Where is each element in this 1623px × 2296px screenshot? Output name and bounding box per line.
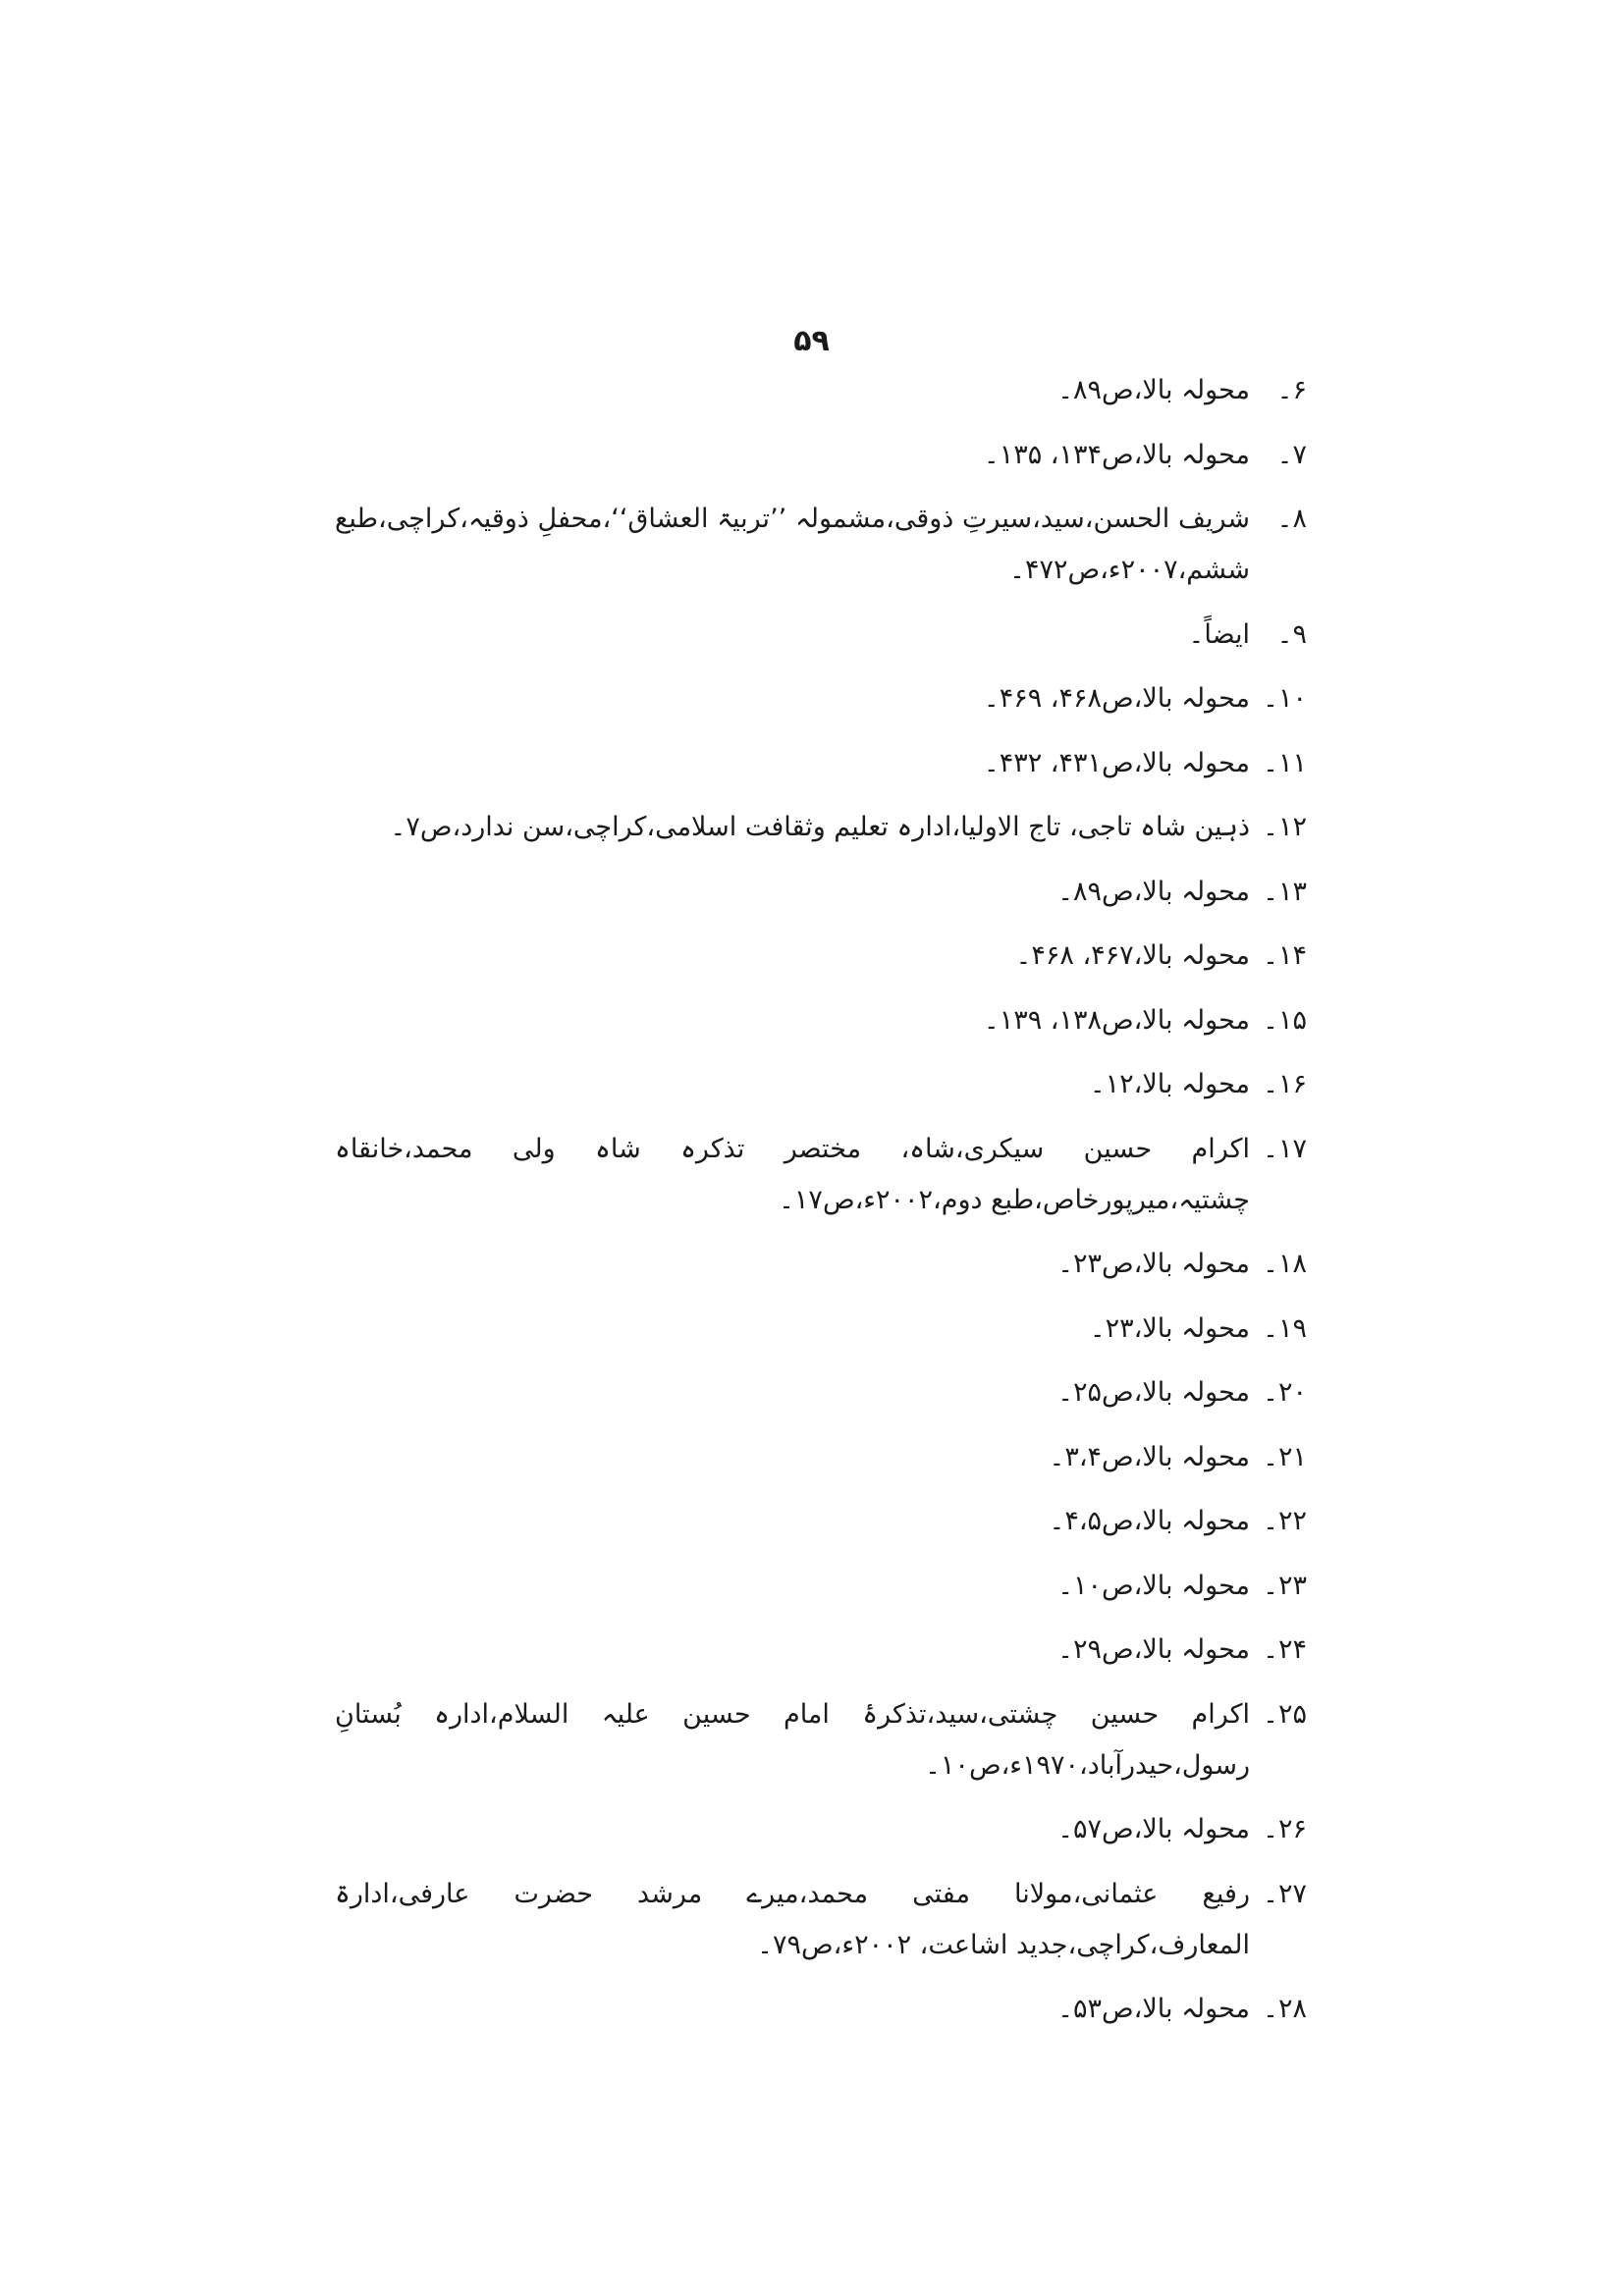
footnote-text: محولہ بالا،ص۸۹۔ — [1057, 375, 1250, 405]
footnote — [335, 1496, 1307, 1547]
footnote — [335, 931, 1307, 982]
footnote-number: ۸۔ — [1276, 504, 1307, 534]
footnote-number: ۲۴۔ — [1263, 1634, 1307, 1665]
footnotes-list — [335, 365, 1307, 2049]
footnote-text: رفیع عثمانی،مولانا مفتی محمد،میرے مرشد حضرت عارفی،ادارۃ المعارف،کراچی،جدید اشاعت، ۲۰۰۲ء،ص۷۹۔ — [335, 1878, 1250, 1960]
footnote — [335, 1304, 1307, 1355]
footnote — [335, 1124, 1307, 1226]
footnote-number: ۱۵۔ — [1263, 1004, 1307, 1036]
footnote — [335, 673, 1307, 724]
footnote-number: ۱۶۔ — [1263, 1069, 1307, 1099]
footnote-number: ۲۷۔ — [1263, 1878, 1307, 1909]
footnote — [335, 1869, 1307, 1971]
footnote — [335, 494, 1307, 596]
footnote-text: محولہ بالا،ص۲۳۔ — [1057, 1249, 1250, 1279]
footnote-text: محولہ بالا،ص۳،۴۔ — [1049, 1441, 1250, 1472]
footnote-number: ۱۰۔ — [1263, 683, 1307, 714]
footnote-number: ۲۰۔ — [1263, 1377, 1307, 1408]
footnote — [335, 430, 1307, 481]
footnote-text: اکرام حسین چشتی،سید،تذکرۂ امام حسین علیہ السلام،ادارہ بُستانِ رسول،حیدرآباد،۱۹۷۰ء،ص۱۰۔ — [335, 1698, 1250, 1781]
footnote-text: محولہ بالا،ص۵۳۔ — [1057, 1994, 1250, 2024]
footnote-text: محولہ بالا،ص۱۳۴، ۱۳۵۔ — [983, 439, 1250, 470]
footnote — [335, 738, 1307, 789]
footnote-text: محولہ بالا،ص۴۶۸، ۴۶۹۔ — [983, 683, 1250, 714]
footnote-number: ۱۷۔ — [1263, 1133, 1307, 1164]
footnote — [335, 1804, 1307, 1855]
footnote — [335, 1239, 1307, 1290]
footnote-text: محولہ بالا،ص۴،۵۔ — [1049, 1506, 1250, 1536]
footnote — [335, 365, 1307, 416]
footnote-number: ۱۲۔ — [1263, 812, 1307, 842]
footnote-text: محولہ بالا،ص۱۰۔ — [1057, 1570, 1250, 1601]
footnote-number: ۱۱۔ — [1263, 747, 1307, 778]
footnote — [335, 610, 1307, 661]
footnote — [335, 1059, 1307, 1110]
footnote-text: شریف الحسن،سید،سیرتِ ذوقی،مشمولہ ’’تربیۃ العشاق‘‘،محفلِ ذوقیہ،کراچی،طبع ششم،۲۰۰۷ء،ص۴۷۲۔ — [335, 504, 1250, 585]
footnote-number: ۲۳۔ — [1263, 1570, 1307, 1601]
footnote-text: اکرام حسین سیکری،شاہ، مختصر تذکرہ شاہ ولی محمد،خانقاہ چشتیہ،میرپورخاص،طبع دوم،۲۰۰۲ء،ص۱۷۔ — [335, 1133, 1250, 1215]
footnote-text: ذہین شاہ تاجی، تاج الاولیا،ادارہ تعلیم وثقافت اسلامی،کراچی،سن ندارد،ص۷۔ — [390, 812, 1250, 842]
footnote-text: محولہ بالا،ص۱۳۸، ۱۳۹۔ — [983, 1004, 1250, 1036]
footnote-number: ۲۲۔ — [1263, 1506, 1307, 1536]
footnote-text: محولہ بالا،ص۴۳۱، ۴۳۲۔ — [983, 747, 1250, 778]
footnote-number: ۱۹۔ — [1263, 1312, 1307, 1344]
footnote-number: ۲۵۔ — [1263, 1698, 1307, 1730]
footnote-number: ۲۸۔ — [1263, 1994, 1307, 2024]
footnote-text: محولہ بالا،ص۲۵۔ — [1057, 1377, 1250, 1408]
footnote — [335, 1984, 1307, 2035]
footnote-number: ۱۴۔ — [1263, 940, 1307, 971]
page-number: ۵۹ — [793, 324, 830, 358]
footnote-number: ۷۔ — [1276, 439, 1307, 470]
footnote-number: ۹۔ — [1276, 618, 1307, 650]
footnote-text: محولہ بالا،ص۲۹۔ — [1057, 1634, 1250, 1665]
footnote — [335, 1561, 1307, 1612]
footnote — [335, 1432, 1307, 1483]
footnote-text: محولہ بالا،۴۶۷، ۴۶۸۔ — [1015, 940, 1250, 971]
footnote — [335, 1625, 1307, 1676]
footnote-text: محولہ بالا،۲۳۔ — [1089, 1312, 1250, 1344]
footnote-text: محولہ بالا،ص۸۹۔ — [1057, 876, 1250, 907]
footnote-text: محولہ بالا،ص۵۷۔ — [1057, 1814, 1250, 1844]
footnote-number: ۲۶۔ — [1263, 1814, 1307, 1844]
footnote-number: ۶۔ — [1276, 375, 1307, 405]
footnote-text: محولہ بالا،۱۲۔ — [1089, 1069, 1250, 1099]
footnote-number: ۲۱۔ — [1263, 1441, 1307, 1472]
footnote-number: ۱۳۔ — [1263, 876, 1307, 907]
footnote — [335, 995, 1307, 1046]
footnote-number: ۱۸۔ — [1263, 1249, 1307, 1279]
footnote-text: ایضاً۔ — [1188, 618, 1250, 650]
footnote — [335, 802, 1307, 853]
footnote — [335, 1689, 1307, 1791]
footnote — [335, 867, 1307, 918]
footnote — [335, 1367, 1307, 1418]
